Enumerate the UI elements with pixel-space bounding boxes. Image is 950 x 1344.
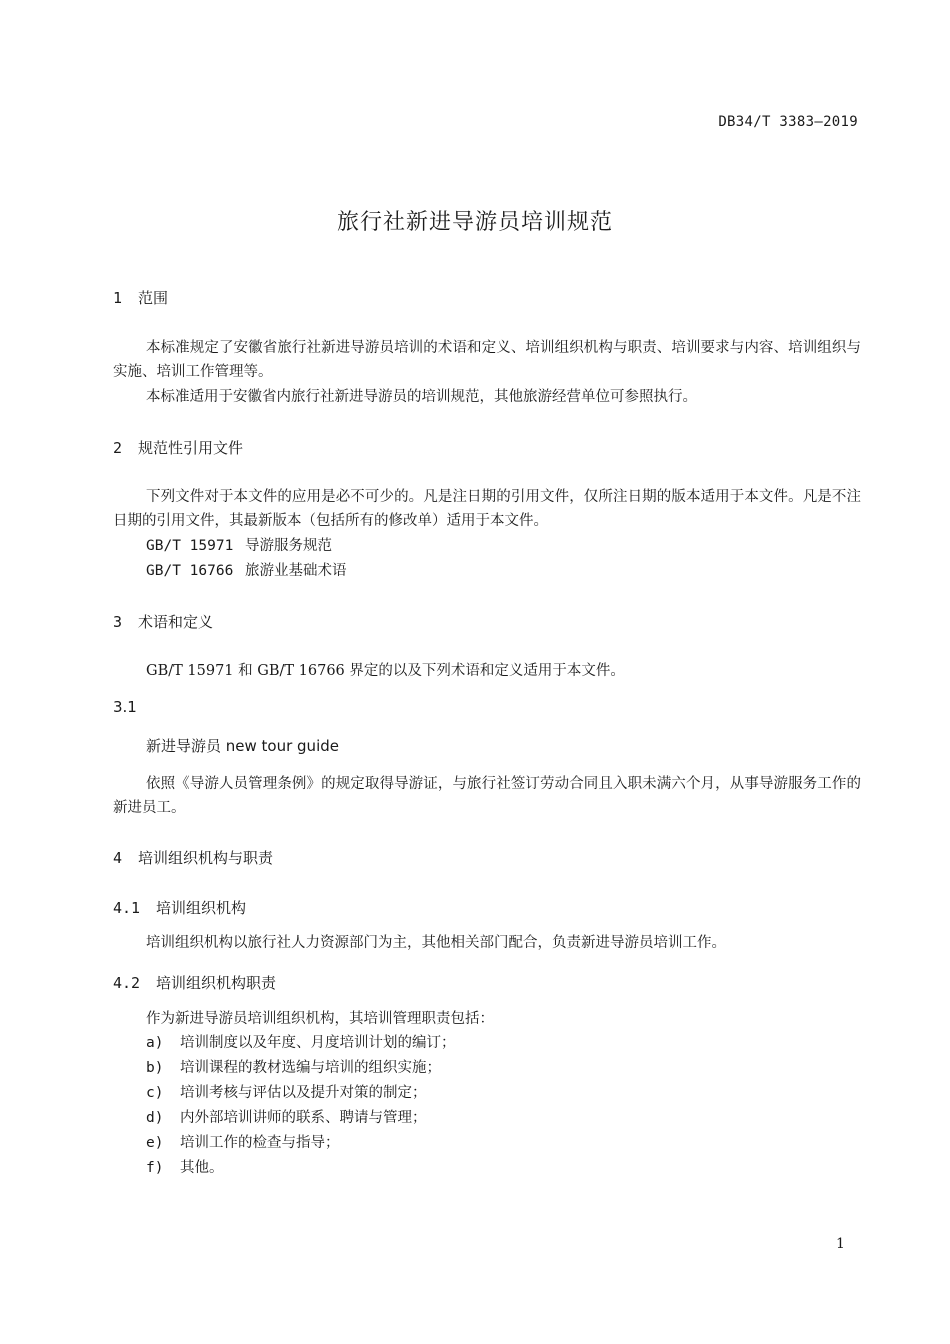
list-item <box>146 1056 441 1080</box>
list-item <box>146 1081 427 1105</box>
list-item-text: 其他。 <box>180 1160 224 1176</box>
section-title: 范围 <box>138 289 169 307</box>
reference-item <box>146 559 347 583</box>
standard-code: DB34/T 3383—2019 <box>718 114 858 130</box>
list-item <box>146 1131 340 1155</box>
section-number: 3 <box>113 613 123 631</box>
list-item <box>146 1156 224 1180</box>
subsection-4-2-heading <box>113 972 276 993</box>
subsection-4-2-intro: 作为新进导游员培训组织机构，其培训管理职责包括： <box>146 1011 494 1027</box>
list-item-text: 培训工作的检查与指导； <box>180 1135 340 1151</box>
section-title: 术语和定义 <box>138 613 214 631</box>
document-title: 旅行社新进导游员培训规范 <box>336 210 613 235</box>
list-item-label: d) <box>146 1110 164 1126</box>
section-title: 规范性引用文件 <box>138 439 244 457</box>
list-item-label: a) <box>146 1035 164 1051</box>
subsection-4-1-heading <box>113 897 246 918</box>
list-item-text: 培训考核与评估以及提升对策的制定； <box>180 1085 427 1101</box>
term-definition: 依照《导游人员管理条例》的规定取得导游证，与旅行社签订劳动合同且入职未满六个月，从事导游服务工作的新进员工。 <box>113 776 861 816</box>
section-number: 2 <box>113 439 123 457</box>
section-3-heading <box>113 611 213 632</box>
section-3-paragraph-1: GB/T 15971 和 GB/T 16766 界定的以及下列术语和定义适用于本文件。 <box>146 663 625 679</box>
list-item-label: f) <box>146 1160 164 1176</box>
section-2-heading <box>113 437 243 458</box>
list-item-text: 培训制度以及年度、月度培训计划的编订； <box>180 1035 456 1051</box>
subsection-number: 4.2 <box>113 974 141 992</box>
reference-name: 旅游业基础术语 <box>245 563 347 579</box>
section-2-paragraph-1: 下列文件对于本文件的应用是必不可少的。凡是注日期的引用文件，仅所注日期的版本适用于本文件。凡是不注日期的引用文件，其最新版本（包括所有的修改单）适用于本文件。 <box>113 489 861 529</box>
section-title: 培训组织机构与职责 <box>138 849 274 867</box>
list-item <box>146 1031 456 1055</box>
subsection-title: 培训组织机构职责 <box>156 974 277 992</box>
reference-code: GB/T 16766 <box>146 563 234 579</box>
list-item-label: b) <box>146 1060 164 1076</box>
section-4-heading <box>113 847 273 868</box>
list-item-text: 培训课程的教材选编与培训的组织实施； <box>180 1060 441 1076</box>
subsection-number: 4.1 <box>113 899 141 917</box>
list-item-label: c) <box>146 1085 164 1101</box>
subsection-3-1-number: 3.1 <box>113 698 137 716</box>
section-1-heading <box>113 287 168 308</box>
list-item-text: 内外部培训讲师的联系、聘请与管理； <box>180 1110 427 1126</box>
reference-code: GB/T 15971 <box>146 538 234 554</box>
section-1-paragraph-1: 本标准规定了安徽省旅行社新进导游员培训的术语和定义、培训组织机构与职责、培训要求与内容、培训组织与实施、培训工作管理等。 <box>113 340 861 380</box>
list-item-label: e) <box>146 1135 164 1151</box>
section-1-paragraph-2: 本标准适用于安徽省内旅行社新进导游员的培训规范，其他旅游经营单位可参照执行。 <box>146 389 697 405</box>
term-title: 新进导游员 new tour guide <box>146 737 339 755</box>
section-number: 1 <box>113 289 123 307</box>
page-number: 1 <box>836 1236 845 1252</box>
subsection-4-1-paragraph: 培训组织机构以旅行社人力资源部门为主，其他相关部门配合，负责新进导游员培训工作。 <box>146 935 726 951</box>
reference-item <box>146 534 332 558</box>
reference-name: 导游服务规范 <box>245 538 332 554</box>
subsection-title: 培训组织机构 <box>156 899 247 917</box>
list-item <box>146 1106 427 1130</box>
section-number: 4 <box>113 849 123 867</box>
